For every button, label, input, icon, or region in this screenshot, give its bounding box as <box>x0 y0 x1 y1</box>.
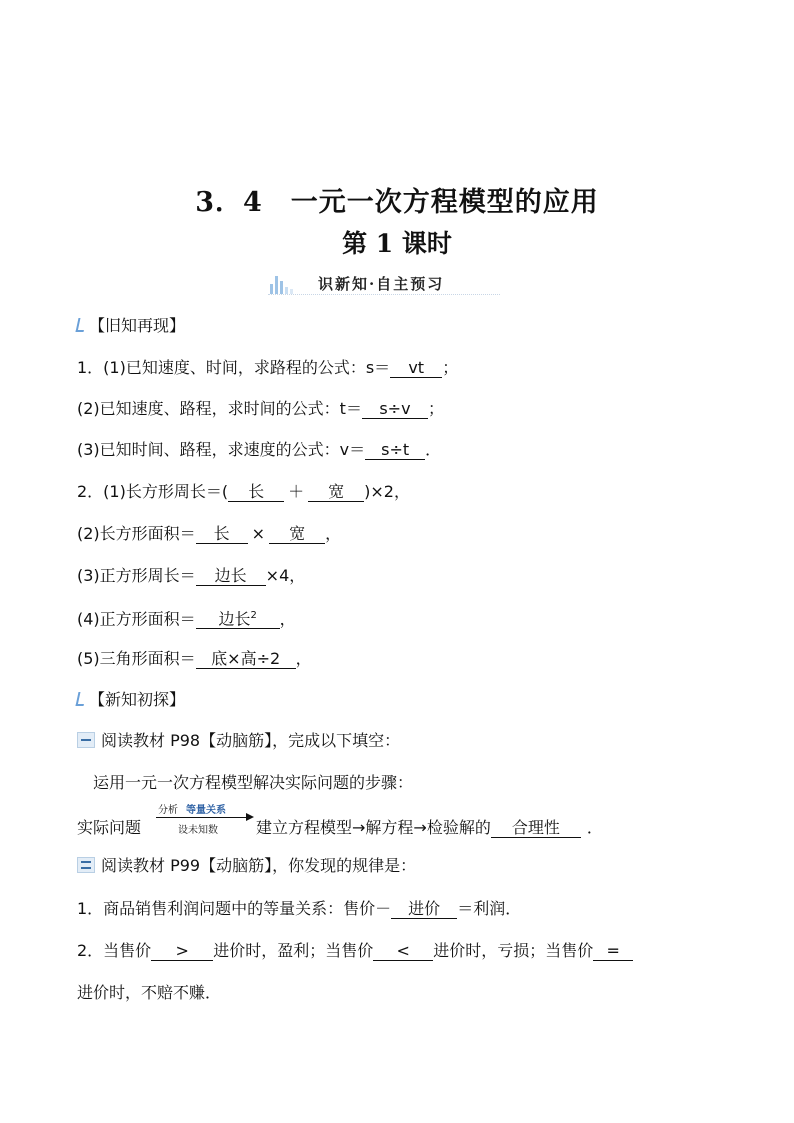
reading-task-1: 阅读教材 P98【动脑筋】，完成以下填空： <box>77 731 400 751</box>
answer-blank: 宽 <box>269 525 325 544</box>
answer-blank: 进价 <box>391 900 457 919</box>
arrow-head-icon <box>246 813 254 821</box>
answer-blank: vt <box>390 359 442 378</box>
formula-distance: 1．(1)已知速度、时间，求路程的公式：s＝ vt ； <box>77 358 459 377</box>
answer-blank: 长 <box>196 525 248 544</box>
answer-blank: 合理性 <box>491 819 581 838</box>
section-marker-icon <box>76 692 87 706</box>
formula-speed: (3)已知时间、路程，求速度的公式：v＝ s÷t ． <box>77 440 442 459</box>
flow-steps: 建立方程模型→解方程→检验解的 合理性 ． <box>256 818 603 837</box>
square-perimeter: (3)正方形周长＝ 边长 ×4， <box>77 566 306 585</box>
answer-blank: s÷v <box>362 400 428 419</box>
answer-blank: 底×高÷2 <box>196 650 296 669</box>
reading-task-2: 阅读教材 P99【动脑筋】，你发现的规律是： <box>77 856 416 876</box>
formula-time: (2)已知速度、路程，求时间的公式：t＝ s÷v ； <box>77 399 444 418</box>
answer-blank: 长 <box>228 483 284 502</box>
answer-blank: = <box>593 942 633 961</box>
answer-blank: < <box>373 942 433 961</box>
number-one-icon <box>77 732 95 748</box>
flow-start: 实际问题 <box>77 818 142 837</box>
answer-blank: s÷t <box>365 441 425 460</box>
square-area: (4)正方形面积＝ 边长$^2$ ， <box>77 607 296 629</box>
price-comparison-cont: 进价时，不赔不赚． <box>77 983 222 1002</box>
answer-blank: 边长$^2$ <box>196 607 280 629</box>
section-heading-new: 【新知初探】 <box>77 690 185 710</box>
triangle-area: (5)三角形面积＝ 底×高÷2 ， <box>77 649 312 668</box>
answer-blank: 边长 <box>196 567 266 586</box>
price-comparison: 2．当售价 > 进价时，盈利；当售价 < 进价时，亏损；当售价 = <box>77 941 633 961</box>
section-heading-review: 【旧知再现】 <box>77 316 185 336</box>
rect-perimeter: 2．(1)长方形周长＝( 长 ＋ 宽 )×2， <box>77 482 410 501</box>
analysis-arrow: 分析 等量关系 设未知数 <box>156 799 256 839</box>
section-marker-icon <box>76 318 87 332</box>
profit-relation: 1．商品销售利润问题中的等量关系：售价－ 进价 ＝利润． <box>77 899 522 918</box>
answer-blank: > <box>151 942 213 961</box>
banner-label: 识新知·自主预习 <box>318 275 445 293</box>
section-banner <box>268 272 500 296</box>
page-title: 3．4 一元一次方程模型的应用 <box>195 187 599 218</box>
rect-area: (2)长方形面积＝ 长 × 宽 ， <box>77 524 342 543</box>
steps-intro: 运用一元一次方程模型解决实际问题的步骤： <box>93 773 414 792</box>
number-two-icon <box>77 857 95 873</box>
lesson-subtitle: 第 1 课时 <box>342 229 452 258</box>
answer-blank: 宽 <box>308 483 364 502</box>
banner-bars-icon <box>268 274 308 294</box>
